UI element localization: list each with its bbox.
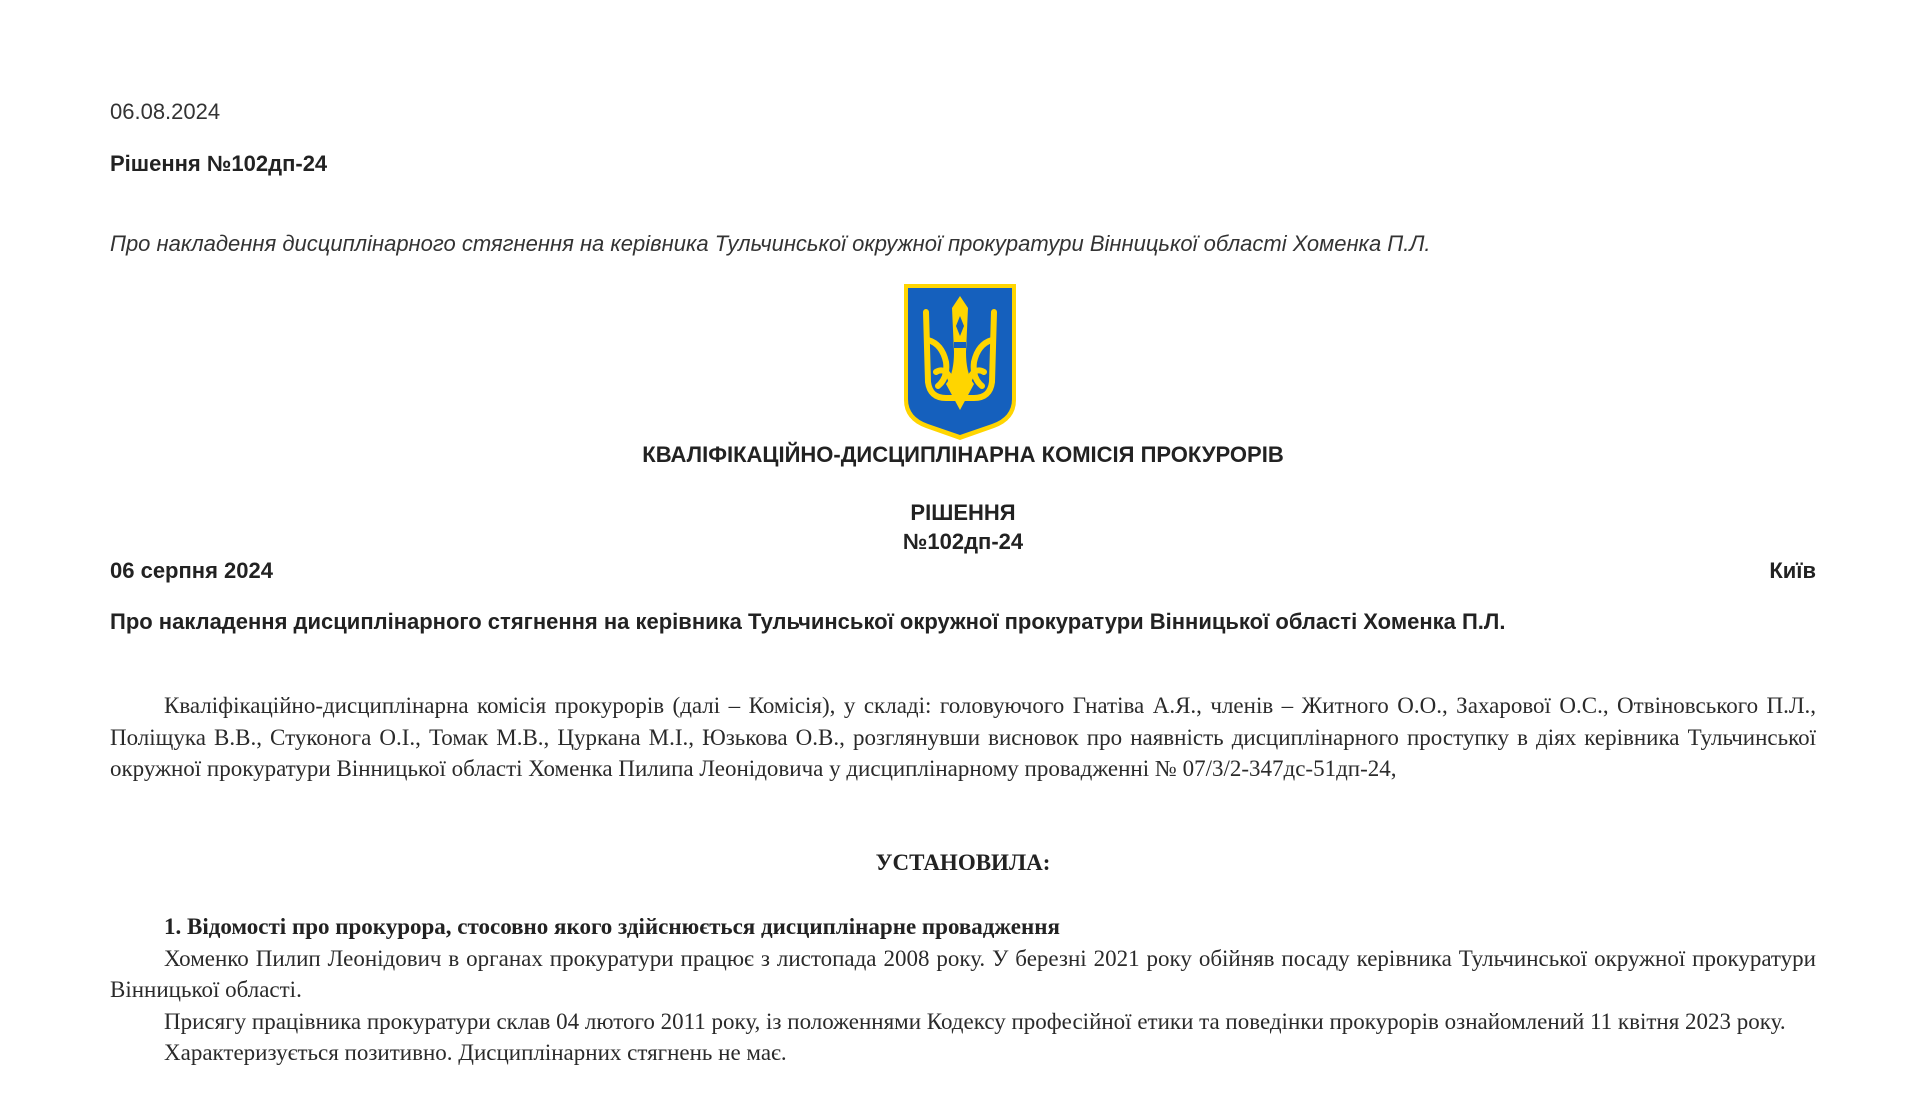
commission-name: КВАЛІФІКАЦІЙНО-ДИСЦИПЛІНАРНА КОМІСІЯ ПРОКУРОРІВ bbox=[642, 442, 1284, 467]
decision-number-heading: Рішення №102дп-24 bbox=[110, 151, 328, 176]
established-heading: УСТАНОВИЛА: bbox=[875, 850, 1051, 875]
publication-date: 06.08.2024 bbox=[110, 99, 221, 124]
decision-city: Київ bbox=[1769, 558, 1816, 583]
section-heading: 1. Відомості про прокурора, стосовно якого здійснюється дисциплінарне провадження bbox=[164, 914, 1060, 939]
section-paragraph: Характеризується позитивно. Дисциплінарних стягнень не має. bbox=[164, 1040, 787, 1065]
decision-subject-summary: Про накладення дисциплінарного стягнення на керівника Тульчинської окружної прокуратури Вінницької області Хоменка П.Л. bbox=[110, 231, 1431, 256]
decision-date: 06 серпня 2024 bbox=[110, 558, 273, 583]
section-paragraph: Хоменко Пилип Леонідович в органах прокуратури працює з листопада 2008 року. У березні 2021 року обійняв посаду керівника Тульчинської окружної прокуратури Вінницької області. bbox=[110, 945, 1816, 1002]
decision-subject: Про накладення дисциплінарного стягнення на керівника Тульчинської окружної прокуратури Вінницької області Хоменка П.Л. bbox=[110, 609, 1506, 634]
decision-number: №102дп-24 bbox=[902, 529, 1024, 554]
section-paragraph: Присягу працівника прокуратури склав 04 лютого 2011 року, із положеннями Кодексу професійної етики та поведінки прокурорів ознайомлений 11 квітня 2023 року. bbox=[164, 1008, 1786, 1034]
trident-coat-of-arms-icon bbox=[902, 282, 1018, 442]
decision-title: РІШЕННЯ bbox=[910, 500, 1016, 525]
intro-paragraph: Кваліфікаційно-дисциплінарна комісія прокурорів (далі – Комісія), у складі: головуючого Гнатіва А.Я., членів – Житного О.О., Захарової О.С., Отвіновського П.Л., Поліщука В.В., Стуконога О.І., Томак М.В., Цуркана М.І., Юзькова О.В., розглянувши висновок про наявність дисциплінарного проступку в діях керівника Тульчинської окружної прокуратури Вінницької області Хоменка Пилипа Леонідовича у дисциплінарному провадженні № 07/3/2-347дс-51дп-24, bbox=[110, 693, 1816, 781]
date-location-line bbox=[110, 559, 1816, 583]
section-prosecutor-info bbox=[110, 911, 1816, 1069]
